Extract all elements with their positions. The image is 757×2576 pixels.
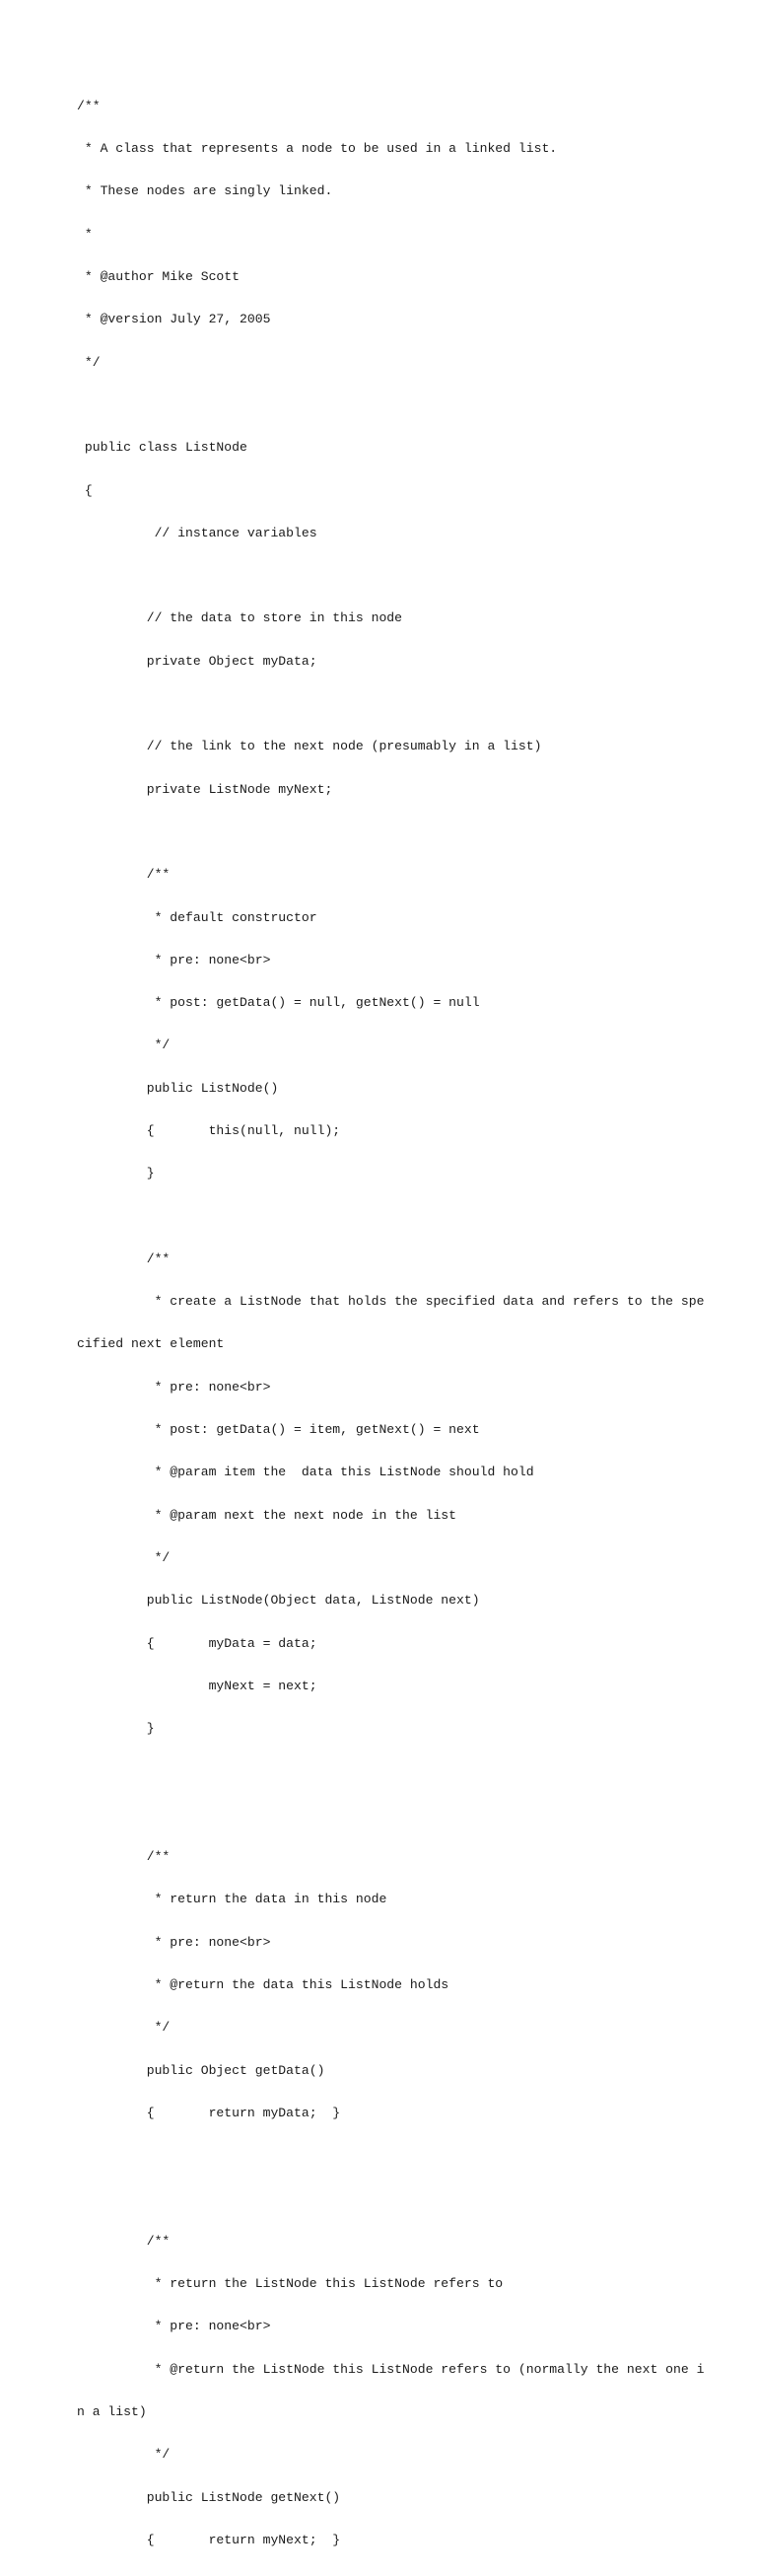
code-line: * pre: none<br>	[77, 1934, 271, 1950]
code-line: * @author Mike Scott	[77, 269, 241, 285]
code-line: * @return the ListNode this ListNode refers to (normally the next one i	[77, 2361, 705, 2377]
code-line: }	[77, 1166, 155, 1181]
code-line	[77, 1210, 704, 1224]
code-line	[77, 569, 704, 583]
code-line: public ListNode()	[77, 1080, 279, 1096]
code-line	[77, 697, 704, 711]
code-line: // instance variables	[77, 525, 317, 540]
code-line: /**	[77, 2233, 171, 2249]
code-line: * @return the data this ListNode holds	[77, 1976, 449, 1992]
code-line: * pre: none<br>	[77, 952, 271, 967]
code-line: */	[77, 2020, 171, 2036]
code-line: public Object getData()	[77, 2062, 325, 2078]
code-line: { myData = data;	[77, 1635, 317, 1651]
code-line: * These nodes are singly linked.	[77, 183, 333, 199]
code-line: * pre: none<br>	[77, 2319, 271, 2334]
code-line	[77, 1808, 704, 1822]
code-line: * return the ListNode this ListNode refers to	[77, 2276, 504, 2292]
code-line: * create a ListNode that holds the specified data and refers to the spe	[77, 1294, 705, 1310]
code-line: }	[77, 1721, 155, 1737]
code-line: /**	[77, 1849, 171, 1865]
code-line: */	[77, 2447, 171, 2463]
code-line	[77, 2149, 704, 2163]
code-line: public ListNode(Object data, ListNode next)	[77, 1593, 480, 1609]
code-line: * default constructor	[77, 909, 317, 925]
code-line: { this(null, null);	[77, 1123, 341, 1138]
code-line: {	[77, 482, 93, 498]
code-line: public ListNode getNext()	[77, 2489, 341, 2505]
code-line: * @param next the next node in the list	[77, 1507, 457, 1523]
code-line: { return myNext; }	[77, 2532, 341, 2547]
code-line: private Object myData;	[77, 653, 317, 669]
code-line: */	[77, 1038, 171, 1053]
code-line: */	[77, 1549, 171, 1565]
code-line	[77, 398, 704, 412]
code-line: myNext = next;	[77, 1678, 317, 1693]
code-line: cified next element	[77, 1336, 225, 1352]
code-line	[77, 2191, 704, 2205]
code-line: * @param item the data this ListNode should hold	[77, 1465, 534, 1480]
code-line: * pre: none<br>	[77, 1379, 271, 1395]
code-line: n a list)	[77, 2403, 147, 2419]
code-line: /**	[77, 98, 101, 113]
code-line: /**	[77, 867, 171, 883]
code-line: * A class that represents a node to be used in a linked list.	[77, 141, 558, 157]
code-line	[77, 825, 704, 839]
code-line: * @version July 27, 2005	[77, 312, 271, 327]
code-line: *	[77, 226, 93, 242]
code-line: { return myData; }	[77, 2105, 341, 2120]
code-line: /**	[77, 1251, 171, 1266]
code-listing	[77, 71, 704, 2576]
code-line: // the data to store in this node	[77, 610, 403, 626]
code-line: // the link to the next node (presumably in a list)	[77, 739, 542, 754]
code-line	[77, 1764, 704, 1778]
code-line: private ListNode myNext;	[77, 781, 333, 797]
code-line: * post: getData() = null, getNext() = null	[77, 995, 480, 1011]
code-line: * return the data in this node	[77, 1892, 387, 1907]
code-line: public class ListNode	[77, 440, 247, 456]
code-line: */	[77, 354, 101, 370]
code-line: * post: getData() = item, getNext() = next	[77, 1422, 480, 1438]
